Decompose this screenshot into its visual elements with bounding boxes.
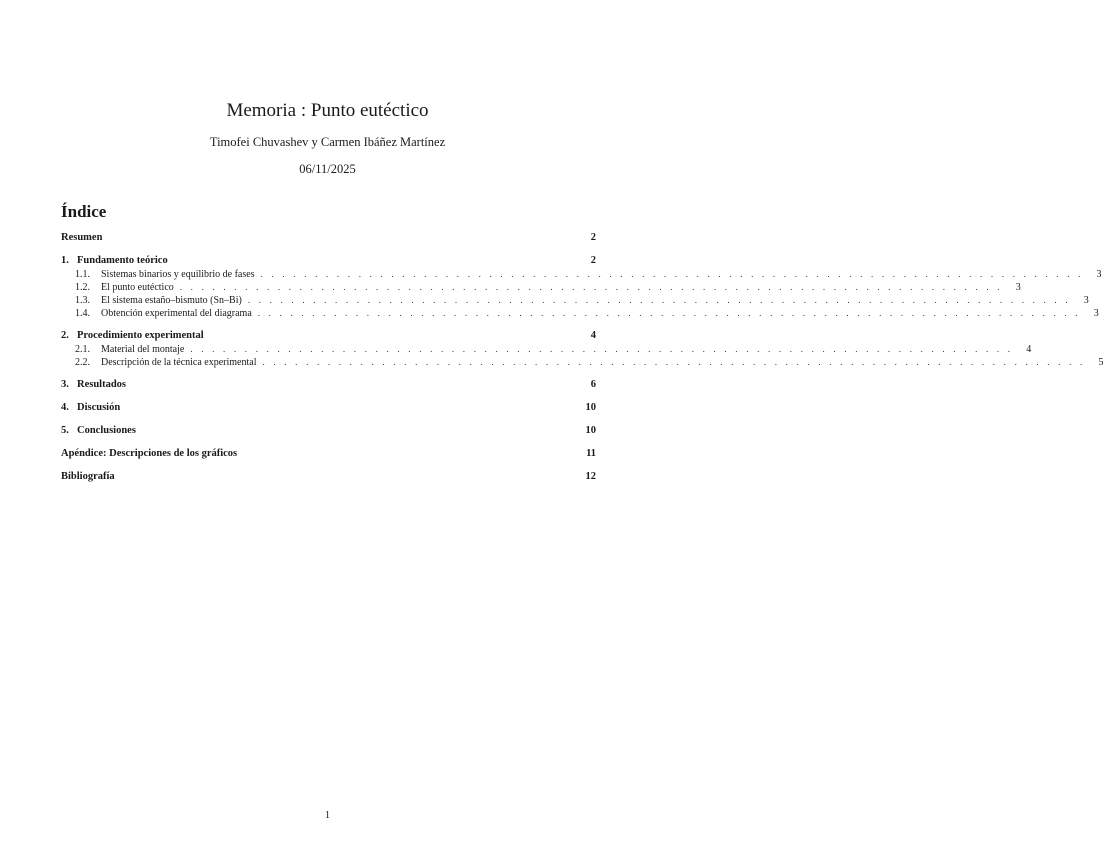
document-authors: Timofei Chuvashev y Carmen Ibáñez Martínez bbox=[209, 135, 446, 149]
toc-entry-text: Bibliografía bbox=[61, 471, 115, 482]
toc-entry-text: Sistemas binarios y equilibrio de fases bbox=[101, 269, 255, 280]
toc-entry-text: Conclusiones bbox=[77, 425, 136, 436]
toc-entry-text: Descripción de la técnica experimental bbox=[101, 357, 257, 368]
document-title: Memoria : Punto eutéctico bbox=[226, 100, 429, 121]
toc-entry-conclusiones[interactable] bbox=[61, 423, 596, 438]
toc-leader-dots: . . . . . . . . . . . . . . . . . . . . . . . . . . . . . . . . . . . . . . . . . . . . . . . . . . . . . . . . . . . . . . . . . . . . . . . . . . . . bbox=[179, 282, 1003, 292]
toc-entry-discusion[interactable] bbox=[61, 400, 596, 415]
toc-leader-dots: . . . . . . . . . . . . . . . . . . . . . . . . . . . . . . . . . . . . . . . . . . . . . . . . . . . . . . . . . . . . . . . . . . . . . . . . . . . . bbox=[190, 344, 1014, 354]
toc-entry-number: 2.1. bbox=[75, 344, 90, 355]
toc-entry-page: 6 bbox=[590, 379, 596, 390]
toc-entry-text: El sistema estaño–bismuto (Sn–Bi) bbox=[101, 295, 242, 306]
toc-heading: Índice bbox=[61, 202, 107, 221]
toc-entry-page: 3 bbox=[1096, 269, 1102, 280]
toc-entry-page: 11 bbox=[586, 448, 596, 459]
toc-entry-page: 3 bbox=[1093, 308, 1099, 319]
table-of-contents bbox=[61, 230, 1103, 484]
toc-entry-number: 5. bbox=[61, 425, 69, 436]
toc-leader-dots: . . . . . . . . . . . . . . . . . . . . . . . . . . . . . . . . . . . . . . . . . . . . . . . . . . . . . . . . . . . . . . . . . . . . . . . . . . . . bbox=[260, 269, 1084, 279]
toc-entry-page: 10 bbox=[585, 425, 596, 436]
document-date: 06/11/2025 bbox=[299, 162, 356, 176]
page-number: 1 bbox=[324, 810, 331, 821]
toc-entry-number: 1.1. bbox=[75, 269, 90, 280]
toc-entry-page: 12 bbox=[585, 471, 596, 482]
toc-entry-text: Apéndice: Descripciones de los gráficos bbox=[61, 448, 238, 459]
toc-entry-sistemas-binarios[interactable] bbox=[61, 268, 1102, 281]
toc-entry-text: El punto eutéctico bbox=[101, 282, 174, 293]
toc-entry-resultados[interactable] bbox=[61, 377, 596, 392]
toc-entry-number: 3. bbox=[61, 379, 69, 390]
toc-entry-page: 4 bbox=[590, 330, 596, 341]
toc-entry-number: 1.3. bbox=[75, 295, 90, 306]
toc-entry-text: Obtención experimental del diagrama bbox=[101, 308, 252, 319]
toc-leader-dots: . . . . . . . . . . . . . . . . . . . . . . . . . . . . . . . . . . . . . . . . . . . . . . . . . . . . . . . . . . . . . . . . . . . . . . . . . . . . bbox=[247, 295, 1071, 305]
toc-entry-resumen[interactable] bbox=[61, 230, 596, 245]
toc-entry-punto-eutectico[interactable] bbox=[61, 281, 1021, 294]
toc-entry-descripcion-tecnica[interactable] bbox=[61, 356, 1103, 369]
toc-entry-number: 4. bbox=[61, 402, 69, 413]
toc-entry-text: Resumen bbox=[61, 232, 103, 243]
toc-entry-text: Material del montaje bbox=[101, 344, 185, 355]
toc-leader-dots: . . . . . . . . . . . . . . . . . . . . . . . . . . . . . . . . . . . . . . . . . . . . . . . . . . . . . . . . . . . . . . . . . . . . . . . . . . . . bbox=[262, 357, 1086, 367]
toc-entry-bibliografia[interactable] bbox=[61, 469, 596, 484]
toc-entry-number: 1. bbox=[61, 255, 69, 266]
toc-entry-material-montaje[interactable] bbox=[61, 343, 1032, 356]
toc-entry-number: 1.2. bbox=[75, 282, 90, 293]
toc-entry-sistema-sn-bi[interactable] bbox=[61, 294, 1089, 307]
toc-entry-obtencion-experimental[interactable] bbox=[61, 307, 1099, 320]
toc-entry-text: Fundamento teórico bbox=[77, 255, 168, 266]
toc-leader-dots: . . . . . . . . . . . . . . . . . . . . . . . . . . . . . . . . . . . . . . . . . . . . . . . . . . . . . . . . . . . . . . . . . . . . . . . . . . . . bbox=[257, 308, 1081, 318]
toc-entry-number: 2. bbox=[61, 330, 69, 341]
toc-entry-fundamento-teorico[interactable] bbox=[61, 253, 596, 268]
toc-entry-page: 4 bbox=[1026, 344, 1032, 355]
toc-entry-text: Discusión bbox=[77, 402, 121, 413]
toc-entry-text: Procedimiento experimental bbox=[77, 330, 204, 341]
toc-entry-page: 5 bbox=[1098, 357, 1103, 368]
toc-entry-number: 1.4. bbox=[75, 308, 90, 319]
toc-entry-page: 10 bbox=[585, 402, 596, 413]
toc-entry-page: 3 bbox=[1015, 282, 1021, 293]
toc-entry-page: 3 bbox=[1083, 295, 1089, 306]
toc-entry-apendice[interactable] bbox=[61, 446, 596, 461]
toc-entry-number: 2.2. bbox=[75, 357, 90, 368]
toc-entry-procedimiento-experimental[interactable] bbox=[61, 328, 596, 343]
toc-entry-page: 2 bbox=[590, 255, 596, 266]
toc-entry-text: Resultados bbox=[77, 379, 127, 390]
toc-entry-page: 2 bbox=[590, 232, 596, 243]
